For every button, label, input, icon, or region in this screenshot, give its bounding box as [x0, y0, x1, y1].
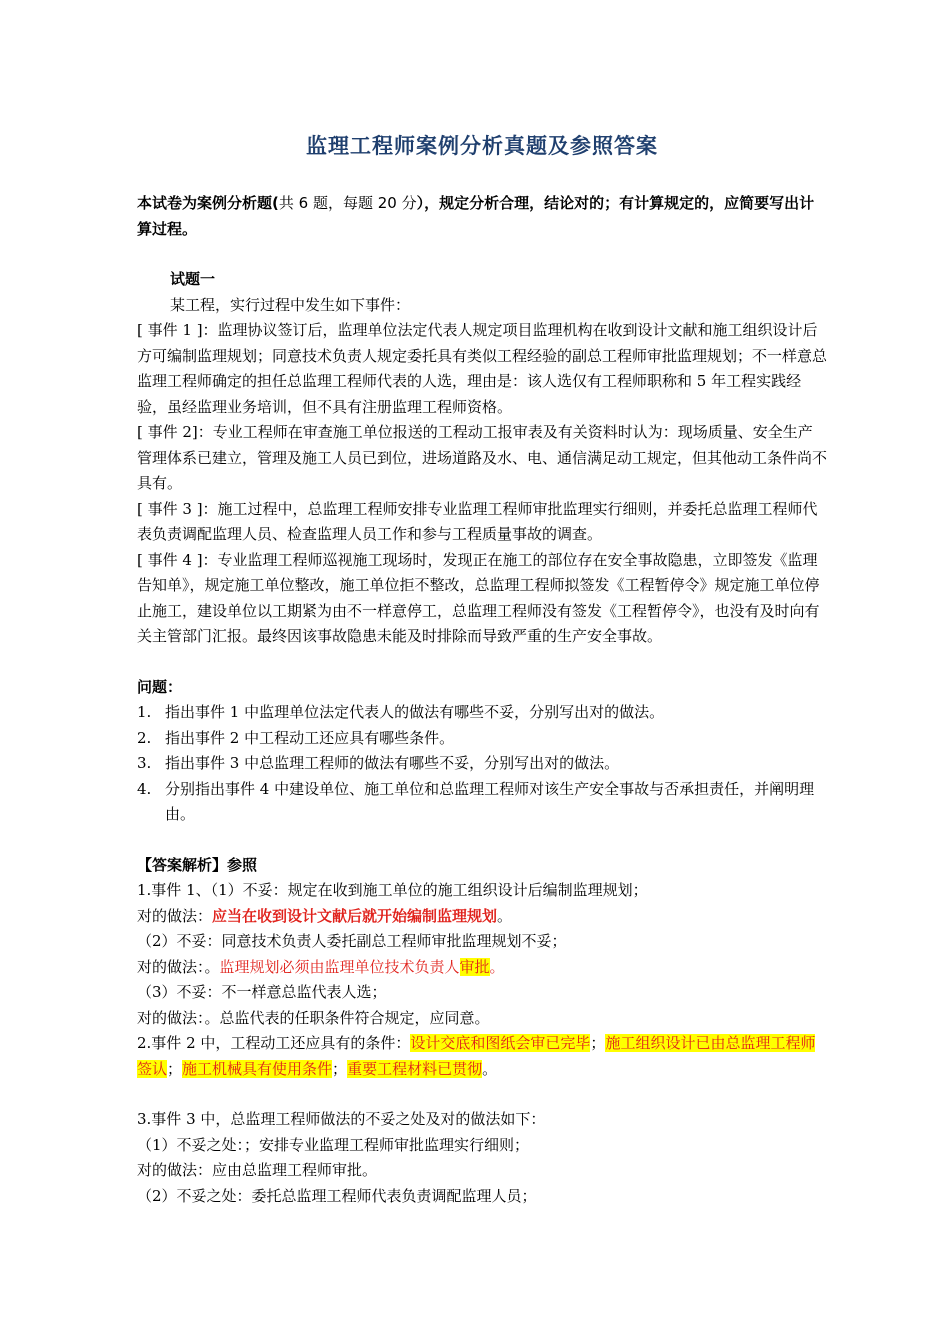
question-item-4 [137, 777, 827, 828]
document-content [137, 130, 827, 1209]
answer-prefix: 2.事件 2 中，工程动工还应具有的条件： [137, 1034, 411, 1052]
question-text: 指出事件 2 中工程动工还应具有哪些条件。 [165, 728, 455, 747]
answer-label: 【答案解析】参照 [137, 855, 258, 874]
answer3-line1: 3.事件 3 中，总监理工程师做法的不妥之处及对的做法如下： [137, 1110, 546, 1128]
question-item-3 [137, 751, 827, 777]
answer-highlight: 施工组织设计已由总监理工程师签认 [137, 1034, 816, 1078]
question-number: 4. [137, 779, 152, 798]
questions-label: 问题： [137, 677, 183, 696]
answer1-line4 [137, 955, 827, 981]
answer3-line3: 对的做法：应由总监理工程师审批。 [137, 1161, 378, 1179]
answer-red-text: 应当在收到设计文献后就开始编制监理规划 [212, 906, 498, 925]
intro-paragraph [137, 190, 827, 242]
question-text: 指出事件 3 中总监理工程师的做法有哪些不妥，分别写出对的做法。 [165, 754, 620, 772]
question-text: 分别指出事件 4 中建设单位、施工单位和总监理工程师对该生产安全事故与否承担责任，并阐明理由。 [165, 779, 815, 823]
answer3-line4: （2）不妥之处：委托总监理工程师代表负责调配监理人员； [137, 1186, 537, 1205]
answer-suffix: 。 [482, 1059, 498, 1078]
intro-part2: 共 6 题，每题 20 分 [278, 194, 417, 212]
answer1-line2 [137, 904, 827, 930]
event-4: [ 事件 4 ]：专业监理工程师巡视施工现场时，发现正在施工的部位存在安全事故隐患，立即签发《监理告知单》，规定施工单位整改，施工单位拒不整改，总监理工程师拟签发《工程暂停令》规定施工单位停止施工，建设单位以工期紧为由不一样意停工，总监理工程师没有签发《工程暂停令》，也没有及时向有关主管部门汇报。最终因该事故隐患未能及时排除而导致严重的生产安全事故。 [137, 550, 820, 645]
page-title: 监理工程师案例分析真题及参照答案 [306, 134, 658, 158]
answer3-line2: （1）不妥之处：；安排专业监理工程师审批监理实行细则； [137, 1135, 530, 1154]
intro-part3: ），规定分析合理，结论对的；有计算规定的，应简要写出计算过程。 [137, 194, 815, 238]
answer-suffix: 。 [489, 957, 505, 976]
answer-prefix: 对的做法： [137, 906, 213, 925]
answer-highlight: 重要工程材料已贯彻 [347, 1059, 483, 1078]
spacer [137, 828, 827, 853]
spacer [137, 242, 827, 267]
answer-suffix: 。 [497, 906, 513, 925]
question-item-2 [137, 726, 827, 752]
spacer [137, 1082, 827, 1107]
answer-highlight: 审批 [459, 957, 490, 976]
event-3: [ 事件 3 ]：施工过程中，总监理工程师安排专业监理工程师审批监理实行细则，并委托总监理工程师代表负责调配监理人员、检查监理人员工作和参与工程质量事故的调查。 [137, 499, 818, 543]
answer1-line5: （3）不妥：不一样意总监代表人选； [137, 983, 387, 1001]
question-number: 2. [137, 728, 152, 747]
answer1-line3: （2）不妥：同意技术负责人委托副总工程师审批监理规划不妥； [137, 932, 567, 950]
question-number: 3. [137, 754, 152, 772]
event-2: [ 事件 2]：专业工程师在审查施工单位报送的工程动工报审表及有关资料时认为：现场质量、安全生产管理体系已建立，管理及施工人员已到位，进场道路及水、电、通信满足动工规定，但其他动工条件尚不具有。 [137, 423, 828, 492]
question1-lead: 某工程，实行过程中发生如下事件： [170, 295, 411, 314]
separator: ； [332, 1059, 348, 1078]
question-text: 指出事件 1 中监理单位法定代表人的做法有哪些不妥，分别写出对的做法。 [165, 703, 665, 721]
intro-part1: 本试卷为案例分析题( [137, 194, 279, 212]
answer1-line6: 对的做法：。总监代表的任职条件符合规定，应同意。 [137, 1008, 490, 1027]
answer-prefix: 对的做法：。 [137, 957, 220, 976]
answer-highlight: 设计交底和图纸会审已完毕 [410, 1034, 591, 1052]
answer-red-text: 监理规划必须由监理单位技术负责人 [219, 957, 460, 976]
question-number: 1. [137, 703, 152, 721]
event-1: [ 事件 1 ]：监理协议签订后，监理单位法定代表人规定项目监理机构在收到设计文献和施工组织设计后方可编制监理规划；同意技术负责人规定委托具有类似工程经验的副总工程师审批监理规划；不一样意总监理工程师确定的担任总监理工程师代表的人选，理由是：该人选仅有工程师职称和 5 年工程实践经验，虽经监理业务培训，但不具有注册监理工程师资格。 [137, 321, 828, 416]
answer2 [137, 1031, 827, 1082]
question-item-1 [137, 700, 827, 726]
answer1-line1: 1.事件 1、（1）不妥：规定在收到施工单位的施工组织设计后编制监理规划； [137, 881, 648, 899]
separator: ； [167, 1059, 183, 1078]
question1-heading: 试题一 [170, 270, 216, 288]
spacer [137, 650, 827, 675]
answer-highlight: 施工机械具有使用条件 [182, 1059, 333, 1078]
separator: ； [590, 1034, 606, 1052]
